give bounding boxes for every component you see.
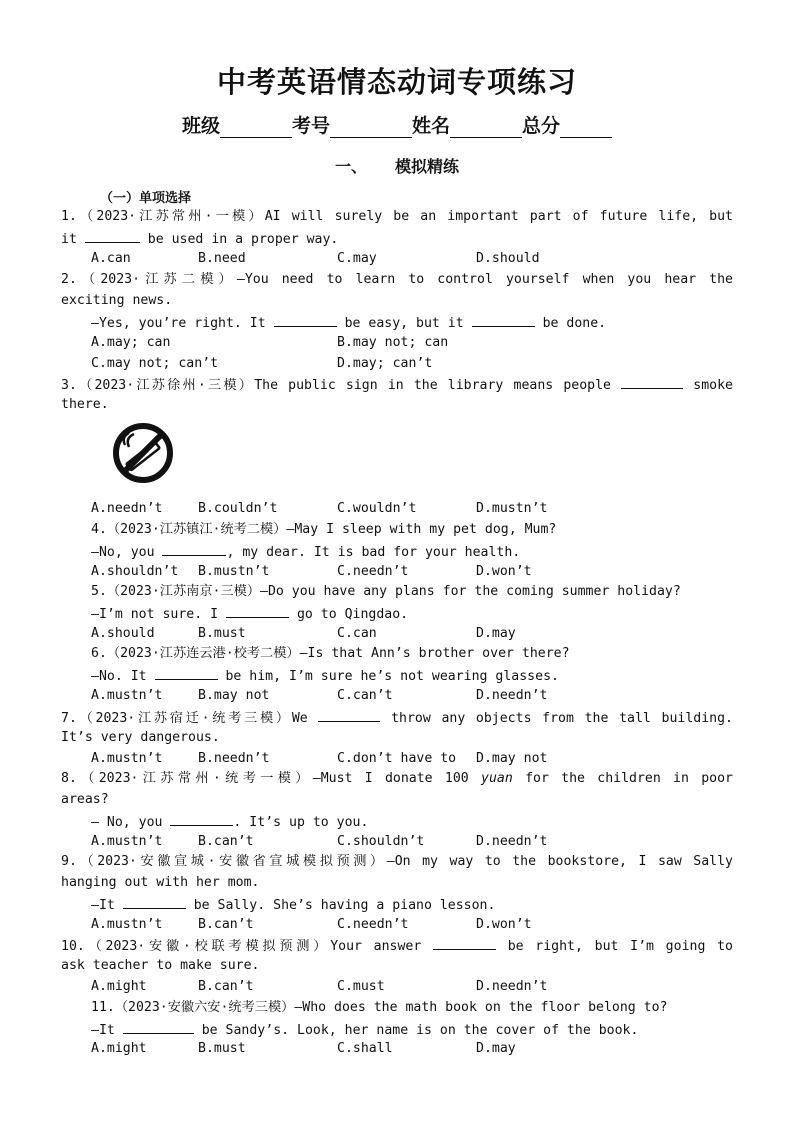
q1-option-d[interactable]: D.should xyxy=(476,251,540,266)
q3-stem-line1 xyxy=(61,376,733,394)
q5-option-b[interactable]: B.must xyxy=(198,626,246,641)
q6-option-c[interactable]: C.can’t xyxy=(337,688,393,703)
q4-option-d[interactable]: D.won’t xyxy=(476,564,532,579)
q6-stem-line2 xyxy=(91,667,559,685)
answer-blank xyxy=(318,709,380,722)
q4-stem-line2 xyxy=(91,543,520,561)
q11-option-d[interactable]: D.may xyxy=(476,1041,516,1056)
section-number: 一、 xyxy=(334,157,367,176)
q2-option-d[interactable]: D.may; can’t xyxy=(337,356,433,371)
stem-text: be used in a proper way. xyxy=(147,232,339,247)
stem-text: be him, I’m sure he’s not wearing glasses. xyxy=(225,669,559,684)
stem-text: for the children in poor xyxy=(525,771,733,786)
q9-stem-line1: 9.（2023·安徽宣城·安徽省宣城模拟预测）—On my way to the bookstore, I saw Sally xyxy=(61,854,733,869)
q4-stem-line1: 4.（2023·江苏镇江·统考二模）—May I sleep with my pet dog, Mum? xyxy=(91,522,557,537)
stem-text: . It’s up to you. xyxy=(233,815,369,830)
stem-text: be Sally. She’s having a piano lesson. xyxy=(193,898,496,913)
q2-stem-line1: 2.（2023·江苏二模）—You need to learn to control yourself when you hear the xyxy=(61,272,733,287)
q8-stem-line3 xyxy=(91,813,368,831)
q8-option-c[interactable]: C.shouldn’t xyxy=(337,834,425,849)
answer-blank xyxy=(155,667,218,680)
stem-text: yuan xyxy=(481,771,513,786)
q6-option-b[interactable]: B.may not xyxy=(198,688,270,703)
answer-blank xyxy=(433,937,496,950)
q11-stem-line1: 11.（2023·安徽六安·统考三模）—Who does the math book on the floor belong to? xyxy=(91,1000,668,1015)
class-label: 班级 xyxy=(181,115,220,137)
stem-text: —It xyxy=(91,1023,115,1038)
stem-text: be Sandy’s. Look, her name is on the cover of the book. xyxy=(201,1023,639,1038)
q5-stem-line2 xyxy=(91,605,408,623)
q11-option-a[interactable]: A.might xyxy=(91,1041,147,1056)
q10-stem-line1 xyxy=(61,937,733,955)
q7-option-c[interactable]: C.don’t have to xyxy=(337,751,457,766)
q5-option-d[interactable]: D.may xyxy=(476,626,516,641)
answer-blank xyxy=(226,605,289,618)
q4-option-a[interactable]: A.shouldn’t xyxy=(91,564,179,579)
section-name: 模拟精练 xyxy=(395,157,460,176)
q10-option-a[interactable]: A.might xyxy=(91,979,147,994)
q1-option-b[interactable]: B.need xyxy=(198,251,246,266)
q8-stem-line1 xyxy=(61,771,733,787)
q5-option-c[interactable]: C.can xyxy=(337,626,377,641)
q8-option-a[interactable]: A.mustn’t xyxy=(91,834,163,849)
stem-text: 7.（2023·江苏宿迁·统考三模）We xyxy=(61,711,308,726)
q7-stem-line2: It’s very dangerous. xyxy=(61,730,220,745)
q2-option-c[interactable]: C.may not; can’t xyxy=(91,356,219,371)
q7-option-d[interactable]: D.may not xyxy=(476,751,548,766)
stem-text: be right, but I’m going to xyxy=(507,939,733,954)
q2-option-a[interactable]: A.may; can xyxy=(91,335,171,350)
q9-option-a[interactable]: A.mustn’t xyxy=(91,917,163,932)
stem-text: 10.（2023·安徽·校联考模拟预测）Your answer xyxy=(61,939,422,954)
q3-option-c[interactable]: C.wouldn’t xyxy=(337,501,417,516)
stem-text: —I’m not sure. I xyxy=(91,607,219,622)
q1-option-a[interactable]: A.can xyxy=(91,251,131,266)
q9-option-b[interactable]: B.can’t xyxy=(198,917,254,932)
stem-text: be done. xyxy=(542,316,607,331)
answer-blank xyxy=(123,1021,194,1034)
q7-stem-line1 xyxy=(61,709,733,727)
q10-stem-line2: ask teacher to make sure. xyxy=(61,958,260,973)
q9-option-d[interactable]: D.won’t xyxy=(476,917,532,932)
q1-stem-line1: 1.（2023·江苏常州·一模）AI will surely be an important part of future life, but xyxy=(61,209,733,224)
q10-option-c[interactable]: C.must xyxy=(337,979,385,994)
q7-option-b[interactable]: B.needn’t xyxy=(198,751,270,766)
q9-stem-line2: hanging out with her mom. xyxy=(61,875,260,890)
q3-option-a[interactable]: A.needn’t xyxy=(91,501,163,516)
stem-text: throw any objects from the tall building. xyxy=(391,711,733,726)
number-blank xyxy=(330,117,412,138)
subsection-heading: （一）单项选择 xyxy=(100,191,192,206)
name-label: 姓名 xyxy=(412,115,451,137)
number-label: 考号 xyxy=(291,115,330,137)
answer-blank xyxy=(274,314,337,327)
q7-option-a[interactable]: A.mustn’t xyxy=(91,751,163,766)
q5-option-a[interactable]: A.should xyxy=(91,626,155,641)
answer-blank xyxy=(621,376,683,389)
stem-text: —It xyxy=(91,898,115,913)
q5-stem-line1: 5.（2023·江苏南京·三模）—Do you have any plans for the coming summer holiday? xyxy=(91,584,681,599)
q1-stem-line2 xyxy=(61,230,338,248)
q2-stem-line3 xyxy=(91,314,606,332)
stem-text: —Yes, you’re right. It xyxy=(91,316,266,331)
stem-text: , my dear. It is bad for your health. xyxy=(226,545,521,560)
q4-option-c[interactable]: C.needn’t xyxy=(337,564,409,579)
stem-text: 8.（2023·江苏常州·统考一模）—Must I donate 100 xyxy=(61,771,469,786)
stem-text: be easy, but it xyxy=(344,316,464,331)
q8-stem-line2: areas? xyxy=(61,792,109,807)
stem-text: go to Qingdao. xyxy=(296,607,409,622)
q3-option-b[interactable]: B.couldn’t xyxy=(198,501,278,516)
q9-option-c[interactable]: C.needn’t xyxy=(337,917,409,932)
answer-blank xyxy=(162,543,226,556)
stem-text: —No, you xyxy=(91,545,155,560)
no-smoking-sign-icon xyxy=(105,422,181,484)
q3-stem-line2: there. xyxy=(61,397,109,412)
stem-text: 3.（2023·江苏徐州·三模）The public sign in the library means people xyxy=(61,378,611,393)
stem-text: smoke xyxy=(693,378,733,393)
q3-option-d[interactable]: D.mustn’t xyxy=(476,501,548,516)
q8-option-b[interactable]: B.can’t xyxy=(198,834,254,849)
stem-text: it xyxy=(61,232,77,247)
page-title: 中考英语情态动词专项练习 xyxy=(216,65,577,99)
answer-blank xyxy=(170,813,233,826)
q11-option-b[interactable]: B.must xyxy=(198,1041,246,1056)
score-label: 总分 xyxy=(522,115,561,137)
q8-option-d[interactable]: D.needn’t xyxy=(476,834,548,849)
q10-option-d[interactable]: D.needn’t xyxy=(476,979,548,994)
q11-option-c[interactable]: C.shall xyxy=(337,1041,393,1056)
q6-option-d[interactable]: D.needn’t xyxy=(476,688,548,703)
q2-option-b[interactable]: B.may not; can xyxy=(337,335,449,350)
class-blank xyxy=(220,117,292,138)
q4-option-b[interactable]: B.mustn’t xyxy=(198,564,270,579)
q6-option-a[interactable]: A.mustn’t xyxy=(91,688,163,703)
answer-blank xyxy=(472,314,535,327)
q6-stem-line1: 6.（2023·江苏连云港·校考二模）—Is that Ann’s brother over there? xyxy=(91,646,570,661)
answer-blank xyxy=(123,896,186,909)
student-info-line xyxy=(0,111,794,138)
stem-text: — No, you xyxy=(91,815,163,830)
stem-text: —No. It xyxy=(91,669,147,684)
q11-stem-line2 xyxy=(91,1021,638,1039)
q9-stem-line3 xyxy=(91,896,495,914)
q2-stem-line2: exciting news. xyxy=(61,293,173,308)
name-blank xyxy=(450,117,522,138)
section-heading xyxy=(0,154,794,177)
q10-option-b[interactable]: B.can’t xyxy=(198,979,254,994)
q1-option-c[interactable]: C.may xyxy=(337,251,377,266)
answer-blank xyxy=(85,230,140,243)
score-blank xyxy=(560,117,612,138)
